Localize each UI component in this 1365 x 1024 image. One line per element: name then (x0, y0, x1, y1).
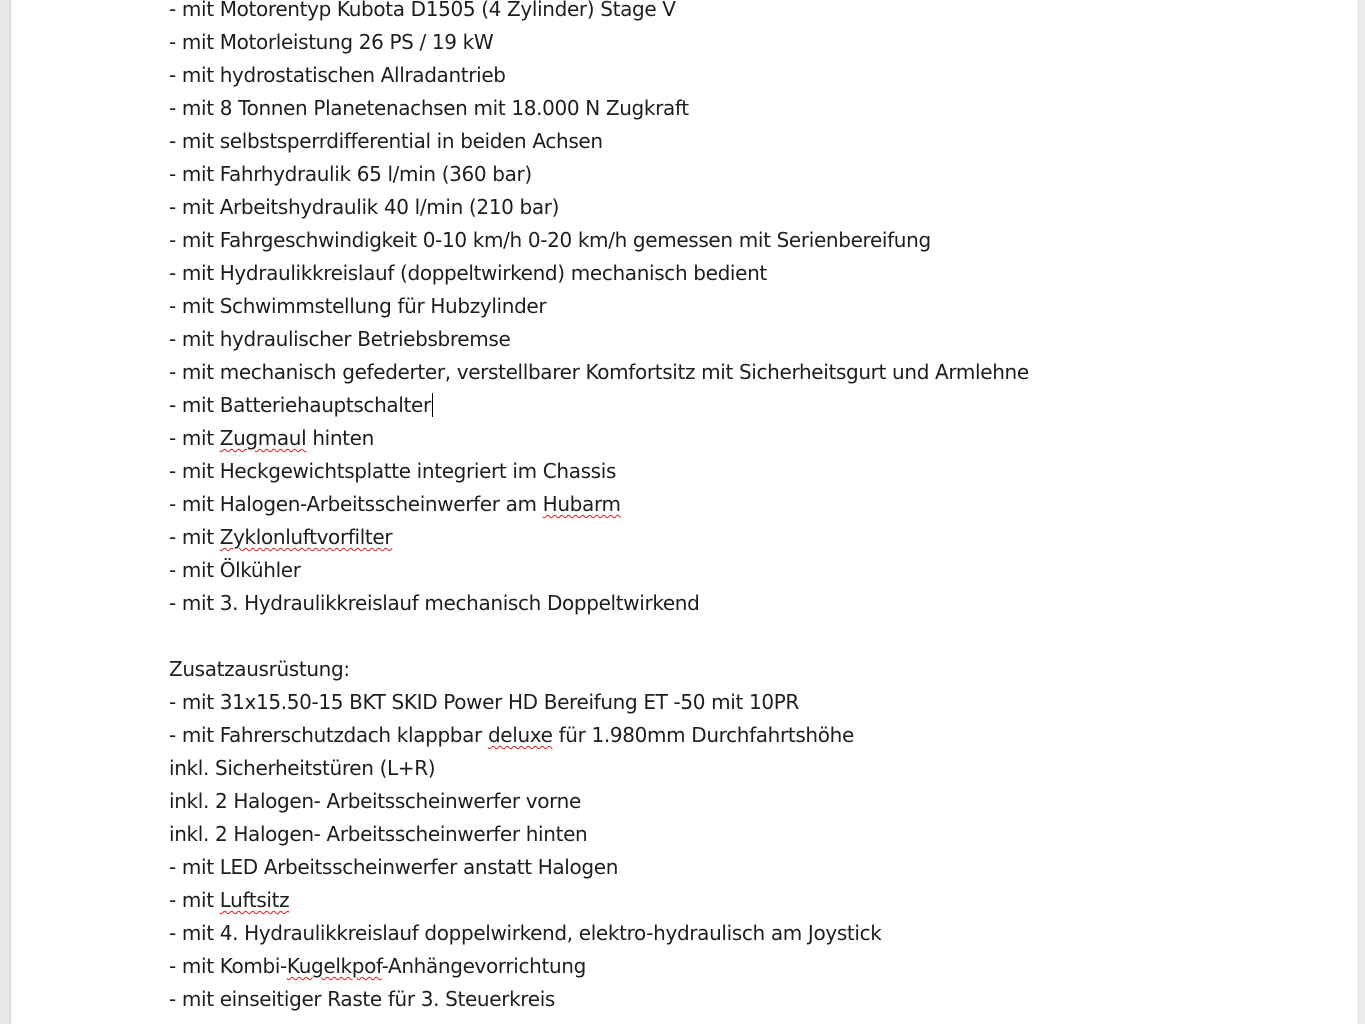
zugmaul-suffix: hinten (306, 426, 374, 450)
equipment-line-fahrgeschwindigkeit: - mit Fahrgeschwindigkeit 0-10 km/h 0-20 km/h gemessen mit Serienbereifung (169, 228, 931, 252)
extra-line-bereifung: - mit 31x15.50-15 BKT SKID Power HD Bereifung ET -50 mit 10PR (169, 690, 799, 714)
extra-line-fahrerschutzdach (169, 719, 1319, 752)
spellcheck-word-hubarm[interactable]: Hubarm (542, 492, 621, 516)
spellcheck-word-kugelkpof[interactable]: Kugelkpof (286, 954, 382, 978)
fahrerschutzdach-prefix: - mit Fahrerschutzdach klappbar (169, 723, 488, 747)
extra-line-kombi (169, 950, 1319, 983)
spellcheck-word-luftsitz[interactable]: Luftsitz (219, 888, 290, 912)
equipment-line-halogen-hubarm (169, 488, 1319, 521)
equipment-line-heckgewicht: - mit Heckgewichtsplatte integriert im Chassis (169, 459, 617, 483)
equipment-line-batteriehauptschalter (169, 389, 1319, 422)
extra-line-halogen-vorne: inkl. 2 Halogen- Arbeitsscheinwerfer vorne (169, 789, 581, 813)
spellcheck-word-deluxe[interactable]: deluxe (487, 723, 553, 747)
empty-paragraph (169, 620, 1319, 653)
equipment-line-arbeitshydraulik: - mit Arbeitshydraulik 40 l/min (210 bar) (169, 195, 560, 219)
equipment-line-komfortsitz: - mit mechanisch gefederter, verstellbarer Komfortsitz mit Sicherheitsgurt und Armlehne (169, 360, 1029, 384)
equipment-line-hydraulik3: - mit 3. Hydraulikkreislauf mechanisch Doppeltwirkend (169, 591, 700, 615)
equipment-line-allradantrieb: - mit hydrostatischen Allradantrieb (169, 63, 506, 87)
kombi-prefix: - mit Kombi- (169, 954, 287, 978)
extra-line-hydraulik4: - mit 4. Hydraulikkreislauf doppelwirkend, elektro-hydraulisch am Joystick (169, 921, 882, 945)
vertical-scrollbar[interactable] (1357, 0, 1365, 1024)
spellcheck-word-zugmaul[interactable]: Zugmaul (219, 426, 307, 450)
text-cursor (432, 393, 433, 417)
kombi-suffix: -Anhängevorrichtung (381, 954, 586, 978)
equipment-line-oelkuehler: - mit Ölkühler (169, 558, 301, 582)
document-page[interactable] (11, 0, 1357, 1024)
spellcheck-word-zyklonluftvorfilter[interactable]: Zyklonluftvorfilter (219, 525, 393, 549)
equipment-line-zyklon (169, 521, 1319, 554)
halogen-hubarm-prefix: - mit Halogen-Arbeitsscheinwerfer am (169, 492, 543, 516)
equipment-line-fahrhydraulik: - mit Fahrhydraulik 65 l/min (360 bar) (169, 162, 532, 186)
extra-line-sicherheitstueren: inkl. Sicherheitstüren (L+R) (169, 756, 436, 780)
extra-line-halogen-hinten: inkl. 2 Halogen- Arbeitsscheinwerfer hinten (169, 822, 588, 846)
zugmaul-prefix: - mit (169, 426, 220, 450)
section-heading-zusatzausruestung: Zusatzausrüstung: (169, 657, 350, 681)
equipment-line-hydraulikkreislauf: - mit Hydraulikkreislauf (doppeltwirkend) mechanisch bedient (169, 261, 767, 285)
equipment-line-zugmaul (169, 422, 1319, 455)
extra-line-raste: - mit einseitiger Raste für 3. Steuerkreis (169, 987, 555, 1011)
extra-line-led: - mit LED Arbeitsscheinwerfer anstatt Halogen (169, 855, 619, 879)
fahrerschutzdach-suffix: für 1.980mm Durchfahrtshöhe (552, 723, 854, 747)
luftsitz-prefix: - mit (169, 888, 220, 912)
equipment-line-planetenachsen: - mit 8 Tonnen Planetenachsen mit 18.000 N Zugkraft (169, 96, 689, 120)
extra-line-luftsitz (169, 884, 1319, 917)
equipment-line-motorleistung: - mit Motorleistung 26 PS / 19 kW (169, 30, 494, 54)
batteriehauptschalter-text: - mit Batteriehauptschalter (169, 393, 431, 417)
equipment-line-selbstsperrdifferential: - mit selbstsperrdifferential in beiden Achsen (169, 129, 603, 153)
document-body[interactable] (169, 0, 1319, 1016)
equipment-line-motortyp: - mit Motorentyp Kubota D1505 (4 Zylinder) Stage V (169, 0, 676, 21)
equipment-line-betriebsbremse: - mit hydraulischer Betriebsbremse (169, 327, 511, 351)
zyklon-prefix: - mit (169, 525, 220, 549)
equipment-line-schwimmstellung: - mit Schwimmstellung für Hubzylinder (169, 294, 547, 318)
